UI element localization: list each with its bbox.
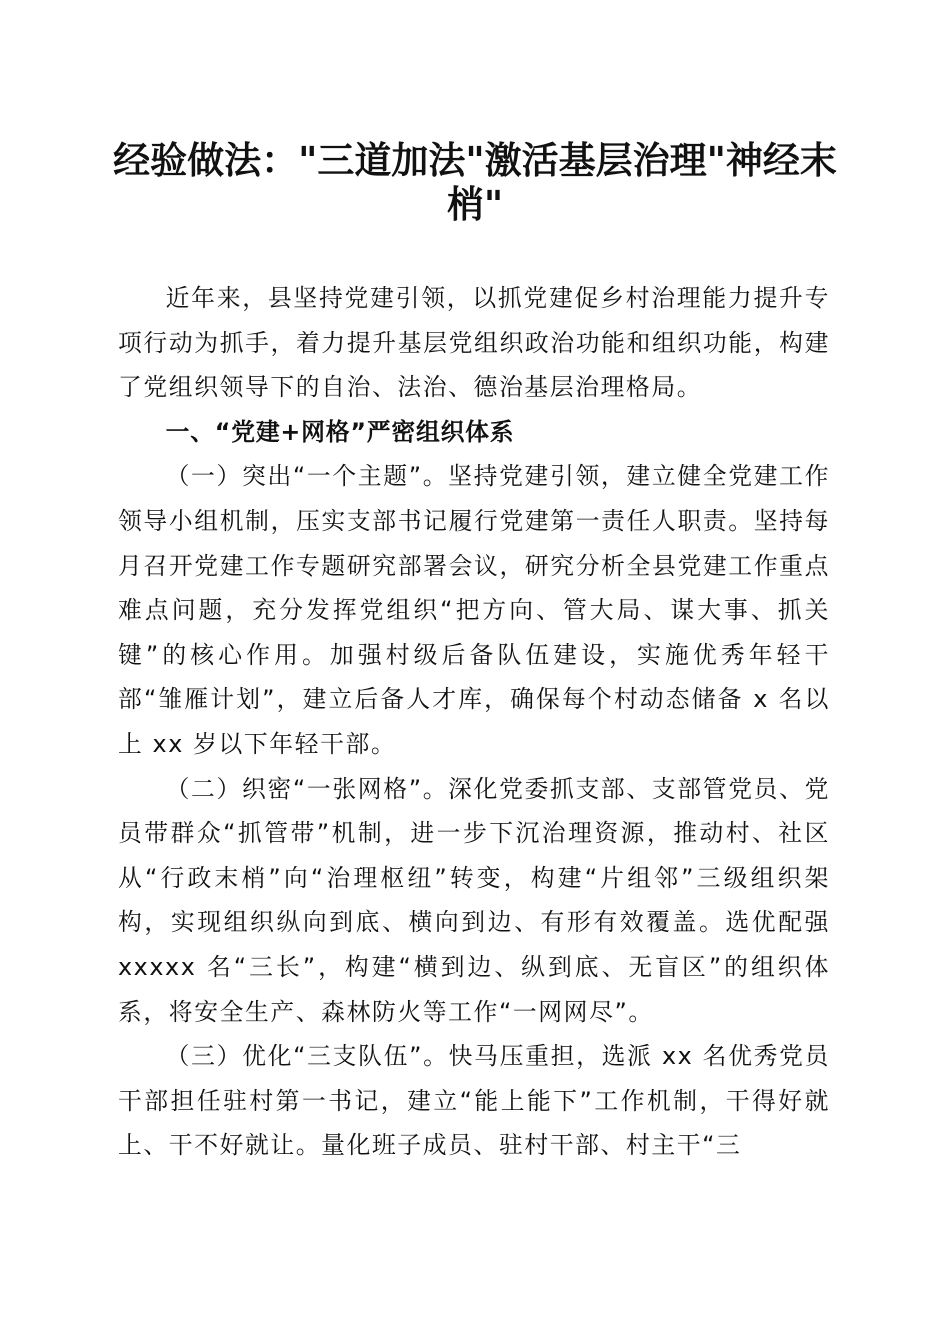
paragraph-item-1: （一）突出“一个主题”。坚持党建引领，建立健全党建工作领导小组机制，压实支部书记履行党建第一责任人职责。坚持每月召开党建工作专题研究部署会议，研究分析全县党建工作重点难点问题，充分发挥党组织“把方向、管大局、谋大事、抓关键”的核心作用。加强村级后备队伍建设，实施优秀年轻干部“雏雁计划”，建立后备人才库，确保每个村动态储备 x 名以上 xx 岁以下年轻干部。	[118, 462, 830, 758]
paragraph-item-2: （二）织密“一张网格”。深化党委抓支部、支部管党员、党员带群众“抓管带”机制，进一步下沉治理资源，推动村、社区从“行政末梢”向“治理枢纽”转变，构建“片组邻”三级组织架构，实现组织纵向到底、横向到边、有形有效覆盖。选优配强 xxxxx 名“三长”，构建“横到边、纵到底、无盲区”的组织体系，将安全生产、森林防火等工作“一网网尽”。	[118, 774, 830, 1026]
document-body	[118, 276, 830, 1168]
paragraph-item-3: （三）优化“三支队伍”。快马压重担，选派 xx 名优秀党员干部担任驻村第一书记，建立“能上能下”工作机制，干得好就上、干不好就让。量化班子成员、驻村干部、村主干“三	[118, 1042, 830, 1160]
document-title: 经验做法："三道加法"激活基层治理"神经末梢"	[113, 138, 837, 226]
intro-paragraph: 近年来，县坚持党建引领，以抓党建促乡村治理能力提升专项行动为抓手，着力提升基层党组织政治功能和组织功能，构建了党组织领导下的自治、法治、德治基层治理格局。	[118, 284, 830, 402]
section-heading-1: 一、“党建+网格”严密组织体系	[165, 417, 515, 446]
